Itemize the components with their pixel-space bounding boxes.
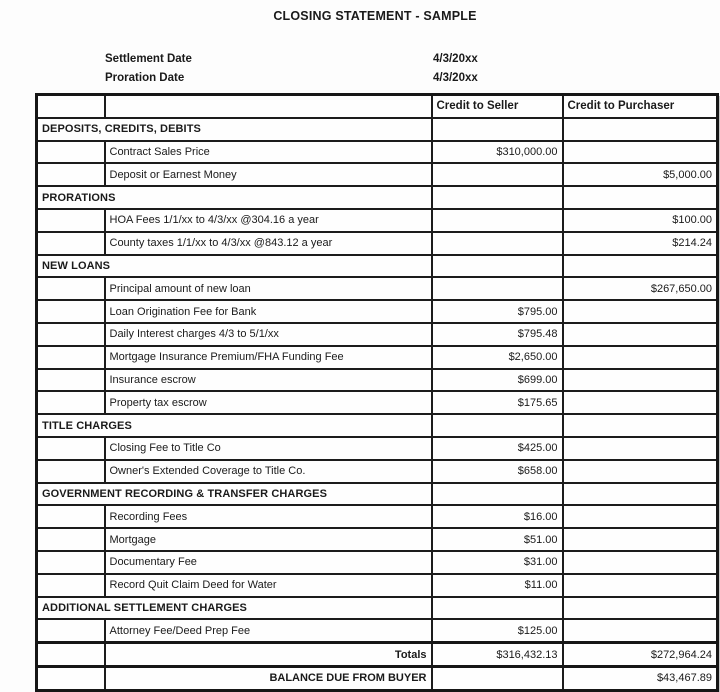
table-row — [37, 414, 718, 437]
section-label: DEPOSITS, CREDITS, DEBITS — [37, 118, 432, 141]
row-label: Insurance escrow — [105, 369, 432, 392]
purchaser-amount-cell — [563, 505, 718, 528]
purchaser-amount-cell: $272,964.24 — [563, 643, 718, 667]
seller-amount-cell: $425.00 — [432, 437, 563, 460]
document-title: CLOSING STATEMENT - SAMPLE — [273, 9, 477, 23]
table-row — [37, 300, 718, 323]
row-indent-cell — [37, 391, 105, 414]
row-indent-cell — [37, 277, 105, 300]
purchaser-amount-cell — [563, 255, 718, 278]
row-label: County taxes 1/1/xx to 4/3/xx @843.12 a year — [105, 232, 432, 255]
table-row — [37, 619, 718, 642]
row-label: Property tax escrow — [105, 391, 432, 414]
purchaser-amount-cell — [563, 483, 718, 506]
section-label: ADDITIONAL SETTLEMENT CHARGES — [37, 597, 432, 620]
table-header-row — [37, 95, 718, 118]
table-row — [37, 232, 718, 255]
row-indent-cell — [37, 551, 105, 574]
row-indent-cell — [37, 369, 105, 392]
purchaser-amount-cell: $100.00 — [563, 209, 718, 232]
row-indent-cell — [37, 209, 105, 232]
row-label: Attorney Fee/Deed Prep Fee — [105, 619, 432, 642]
purchaser-amount-cell — [563, 141, 718, 164]
seller-amount-cell: $31.00 — [432, 551, 563, 574]
purchaser-amount-cell: $267,650.00 — [563, 277, 718, 300]
section-label: NEW LOANS — [37, 255, 432, 278]
purchaser-amount-cell — [563, 346, 718, 369]
row-indent-cell — [37, 574, 105, 597]
seller-amount-cell: $658.00 — [432, 460, 563, 483]
settlement-date-value: 4/3/20xx — [433, 53, 478, 65]
col-header-credit-to-purchaser: Credit to Purchaser — [563, 95, 718, 118]
row-label: BALANCE DUE FROM BUYER — [105, 666, 432, 690]
table-row — [37, 574, 718, 597]
seller-amount-cell — [432, 232, 563, 255]
seller-amount-cell — [432, 277, 563, 300]
seller-amount-cell: $699.00 — [432, 369, 563, 392]
row-label: Loan Origination Fee for Bank — [105, 300, 432, 323]
row-label: Documentary Fee — [105, 551, 432, 574]
purchaser-amount-cell — [563, 391, 718, 414]
seller-amount-cell: $175.65 — [432, 391, 563, 414]
seller-amount-cell: $795.00 — [432, 300, 563, 323]
section-label: GOVERNMENT RECORDING & TRANSFER CHARGES — [37, 483, 432, 506]
statement-table-body — [37, 118, 718, 690]
row-label: Contract Sales Price — [105, 141, 432, 164]
table-row — [37, 141, 718, 164]
row-indent-cell — [37, 619, 105, 642]
seller-amount-cell: $316,432.13 — [432, 643, 563, 667]
purchaser-amount-cell — [563, 118, 718, 141]
row-label: Recording Fees — [105, 505, 432, 528]
seller-amount-cell: $11.00 — [432, 574, 563, 597]
row-indent-cell — [37, 232, 105, 255]
table-row — [37, 209, 718, 232]
row-indent-cell — [37, 437, 105, 460]
table-row — [37, 505, 718, 528]
row-indent-cell — [37, 460, 105, 483]
purchaser-amount-cell: $214.24 — [563, 232, 718, 255]
row-indent-cell — [37, 346, 105, 369]
section-label: TITLE CHARGES — [37, 414, 432, 437]
row-indent-cell — [37, 141, 105, 164]
table-row — [37, 597, 718, 620]
row-label: Mortgage — [105, 528, 432, 551]
seller-amount-cell — [432, 186, 563, 209]
seller-amount-cell — [432, 163, 563, 186]
seller-amount-cell: $125.00 — [432, 619, 563, 642]
row-label: Closing Fee to Title Co — [105, 437, 432, 460]
purchaser-amount-cell — [563, 414, 718, 437]
closing-statement-table — [35, 93, 719, 692]
table-row — [37, 437, 718, 460]
table-row — [37, 391, 718, 414]
row-label: Owner's Extended Coverage to Title Co. — [105, 460, 432, 483]
table-row — [37, 255, 718, 278]
table-row — [37, 118, 718, 141]
row-label: Mortgage Insurance Premium/FHA Funding Fee — [105, 346, 432, 369]
seller-amount-cell — [432, 255, 563, 278]
table-row — [37, 346, 718, 369]
seller-amount-cell — [432, 414, 563, 437]
row-label: Principal amount of new loan — [105, 277, 432, 300]
table-row — [37, 528, 718, 551]
purchaser-amount-cell — [563, 323, 718, 346]
row-label: Record Quit Claim Deed for Water — [105, 574, 432, 597]
seller-amount-cell — [432, 118, 563, 141]
table-row — [37, 323, 718, 346]
row-indent-cell — [37, 300, 105, 323]
seller-amount-cell — [432, 209, 563, 232]
table-row — [37, 163, 718, 186]
purchaser-amount-cell — [563, 186, 718, 209]
purchaser-amount-cell — [563, 369, 718, 392]
purchaser-amount-cell — [563, 528, 718, 551]
row-indent-cell — [37, 528, 105, 551]
table-row — [37, 186, 718, 209]
row-indent-cell — [37, 505, 105, 528]
purchaser-amount-cell — [563, 460, 718, 483]
header-indent-cell — [37, 95, 105, 118]
row-indent-cell — [37, 163, 105, 186]
row-label: Totals — [105, 643, 432, 667]
seller-amount-cell — [432, 666, 563, 690]
table-row — [37, 277, 718, 300]
seller-amount-cell — [432, 483, 563, 506]
table-row — [37, 460, 718, 483]
row-label: Daily Interest charges 4/3 to 5/1/xx — [105, 323, 432, 346]
settlement-date-row — [0, 53, 720, 72]
seller-amount-cell — [432, 597, 563, 620]
section-label: PRORATIONS — [37, 186, 432, 209]
proration-date-value: 4/3/20xx — [433, 72, 478, 84]
seller-amount-cell: $2,650.00 — [432, 346, 563, 369]
seller-amount-cell: $795.48 — [432, 323, 563, 346]
purchaser-amount-cell — [563, 574, 718, 597]
settlement-date-label: Settlement Date — [105, 53, 192, 65]
purchaser-amount-cell — [563, 551, 718, 574]
purchaser-amount-cell — [563, 437, 718, 460]
row-label: Deposit or Earnest Money — [105, 163, 432, 186]
row-label: HOA Fees 1/1/xx to 4/3/xx @304.16 a year — [105, 209, 432, 232]
table-row — [37, 666, 718, 690]
table-row — [37, 643, 718, 667]
table-row — [37, 369, 718, 392]
row-indent-cell — [37, 643, 105, 667]
purchaser-amount-cell: $43,467.89 — [563, 666, 718, 690]
purchaser-amount-cell: $5,000.00 — [563, 163, 718, 186]
purchaser-amount-cell — [563, 597, 718, 620]
proration-date-label: Proration Date — [105, 72, 185, 84]
purchaser-amount-cell — [563, 619, 718, 642]
table-row — [37, 483, 718, 506]
row-indent-cell — [37, 323, 105, 346]
seller-amount-cell: $16.00 — [432, 505, 563, 528]
purchaser-amount-cell — [563, 300, 718, 323]
header-description-cell — [105, 95, 432, 118]
row-indent-cell — [37, 666, 105, 690]
col-header-credit-to-seller: Credit to Seller — [432, 95, 563, 118]
proration-date-row — [0, 72, 720, 91]
seller-amount-cell: $51.00 — [432, 528, 563, 551]
table-row — [37, 551, 718, 574]
seller-amount-cell: $310,000.00 — [432, 141, 563, 164]
